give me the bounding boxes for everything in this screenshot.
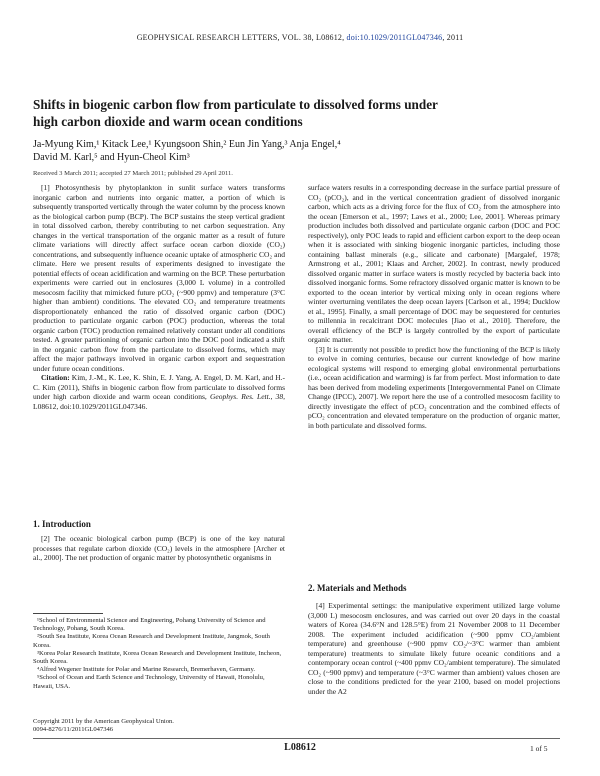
citation-block [33,373,285,411]
footnote-1: ¹School of Environmental Science and Engineering, Pohang University of Science and Technology, Pohang, South Korea. [33,617,266,633]
authors-line-2: David M. Karl,⁵ and Hyun-Cheol Kim³ [33,152,190,163]
methods-text [308,601,560,696]
copyright-text: Copyright 2011 by the American Geophysical Union. [33,718,174,725]
citation-label: Citation: [41,373,70,382]
journal-name: GEOPHYSICAL RESEARCH LETTERS, VOL. 38, L08612, [136,33,345,42]
section-introduction-heading: 1. Introduction [33,519,91,529]
journal-header [0,33,600,42]
doi-link[interactable]: doi:10.1029/2011GL047346 [346,33,443,42]
footnote-3: ³Korea Polar Research Institute, Korea Ocean Research and Development Institute, Incheon, South Korea. [33,649,282,666]
issn-text: 0094-8276/11/2011GL047346 [33,726,114,734]
footnote-4: ⁴Alfred Wegener Institute for Polar and Marine Research, Bremerhaven, Germany. [37,666,255,674]
citation-text: Kim, J.-M., K. Lee, K. Shin, E. J. Yang, A. Engel, D. M. Karl, and H.-C. Kim (2011), Shifts in biogenic carbon flow from particulate to dissolved forms under high carbon dioxide and warm ocean conditions, [33,373,285,401]
section-methods-heading: 2. Materials and Methods [308,583,407,593]
right-paragraph-2: [3] It is currently not possible to predict how the functioning of the BCP is likely to evolve in coming centuries, because our current knowledge of how marine ecological systems will respond to emerging global environmental perturbations (i.e., ocean acidification and warming) is far from perfect. Most information to date has been derived from modeling experiments [Intergovernmental Panel on Climate Change (IPCC), 2007]. We report here the use of a controlled mesocosm facility to directly investigate the effect of pCO₂ concentration and the combined effects of pCO₂ concentration and elevated temperature on the production of organic matter, in both particulate and dissolved forms. [308,344,560,430]
citation-journal: Geophys. Res. Lett., 38, [209,392,285,401]
authors-line-1: Ja-Myung Kim,¹ Kitack Lee,¹ Kyungsoon Shin,² Eun Jin Yang,³ Anja Engel,⁴ [33,139,341,150]
footnote-5: ⁵School of Ocean and Earth Science and Technology, University of Hawaii, Honolulu, Hawaii, USA. [33,674,265,690]
article-title: Shifts in biogenic carbon flow from particulate to dissolved forms under high carbon dioxide and warm ocean conditions [33,97,438,129]
journal-year: , 2011 [442,33,464,42]
methods-paragraph: [4] Experimental settings: the manipulative experiment utilized large volume (3,000 L) mesocosm enclosures, and was carried out over 20 days in the coastal waters of Korea (34.6°N and 128.5°E) from 21 November 2008 to 11 December 2008. The experiment included acidification (~900 ppmv CO₂/ambient temperature) and greenhouse (~900 ppmv CO₂/~3°C warmer than ambient temperature) treatments to simulate likely future oceanic conditions and a contemporary ocean control (~400 ppmv CO₂/ambient temperature). The simulated CO₂ (~900 ppmv) and temperature (~3°C warmer than ambient) values chosen are close to the conditions predicted for the year 2100, based on model projections under the A2 [308,601,560,696]
article-id: L08612 [284,742,316,753]
footnote-divider [33,613,103,614]
affiliation-footnotes [33,617,285,691]
abstract-block [33,183,285,411]
abstract-text: [1] Photosynthesis by phytoplankton in sunlit surface waters transforms inorganic carbon and nutrients into organic matter, a portion of which is subsequently transported vertically through the water column by the process known as the biological carbon pump (BCP). The BCP sustains the steep vertical gradient in total dissolved carbon, thereby contributing to net carbon sequestration. Any changes in the vertical transportation of the organic matter as a result of future climate variations will directly affect surface ocean carbon dioxide (CO₂) concentrations, and subsequently influence oceanic uptake of atmospheric CO₂ and climate. Here we present results of experiments designed to investigate the potential effects of ocean acidification and warming on the BCP. These perturbation experiments were carried out in enclosures (3,000 L volume) in a controlled mesocosm facility that mimicked future pCO₂ (~900 ppmv) and temperature (3°C higher than ambient) conditions. The elevated CO₂ and temperature treatments disproportionately enhanced the ratio of dissolved organic carbon (DOC) production to particulate organic carbon (POC) production, whereas the total organic carbon (TOC) production remained relatively constant under all conditions tested. A greater partitioning of organic carbon into the DOC pool indicated a shift in the organic carbon flow from the particulate to dissolved forms, which may affect the major pathways involved in organic carbon export and sequestration under future ocean conditions. [33,183,285,373]
copyright-block [33,718,285,734]
received-dates: Received 3 March 2011; accepted 27 March 2011; published 29 April 2011. [33,170,233,177]
page-number: 1 of 5 [530,744,548,753]
citation-doi: L08612, doi:10.1029/2011GL047346. [33,401,148,411]
introduction-text [33,534,285,563]
right-paragraph-1: surface waters results in a corresponding decrease in the surface partial pressure of CO₂ (pCO₂), and in the vertical concentration gradient of dissolved inorganic carbon, which acts as a driving force for the flux of CO₂ from the atmosphere into the ocean [Emerson et al., 1997; Laws et al., 2000; Lee, 2001]. Whereas primary production includes both dissolved and particulate organic carbon (DOC and POC respectively), only POC leads to rapid and efficient carbon export to the deep ocean when it is associated with sinking biogenic inorganic particles, including those containing ballast minerals (e.g., silicate and carbonate) [Margalef, 1978; Armstrong et al., 2001; Klaas and Archer, 2002]. In contrast, newly produced dissolved organic matter in surface waters is mostly recycled by bacteria back into dissolved inorganic forms. Some refractory dissolved organic matter is known to be exported to the ocean interior by vertical mixing only in ocean regions where winter overturning ventilates the deep ocean layers [Carlson et al., 1994; Ducklow et al., 1995]. Finally, a small percentage of DOC may be sequestered for centuries to millennia in recalcitrant DOC molecules [Jiao et al., 2010]. Therefore, the overall efficiency of the BCP is largely controlled by the export of particulate organic matter. [308,183,560,344]
footnote-2: ²South Sea Institute, Korea Ocean Research and Development Institute, Jangmok, South Korea. [33,633,270,649]
intro-paragraph: [2] The oceanic biological carbon pump (BCP) is one of the key natural processes that regulate carbon dioxide (CO₂) levels in the atmosphere [Archer et al., 2000]. The net production of organic matter by photosynthetic organisms in [33,534,285,562]
footer-divider [33,738,560,739]
right-column [308,183,560,430]
author-list [33,138,553,164]
